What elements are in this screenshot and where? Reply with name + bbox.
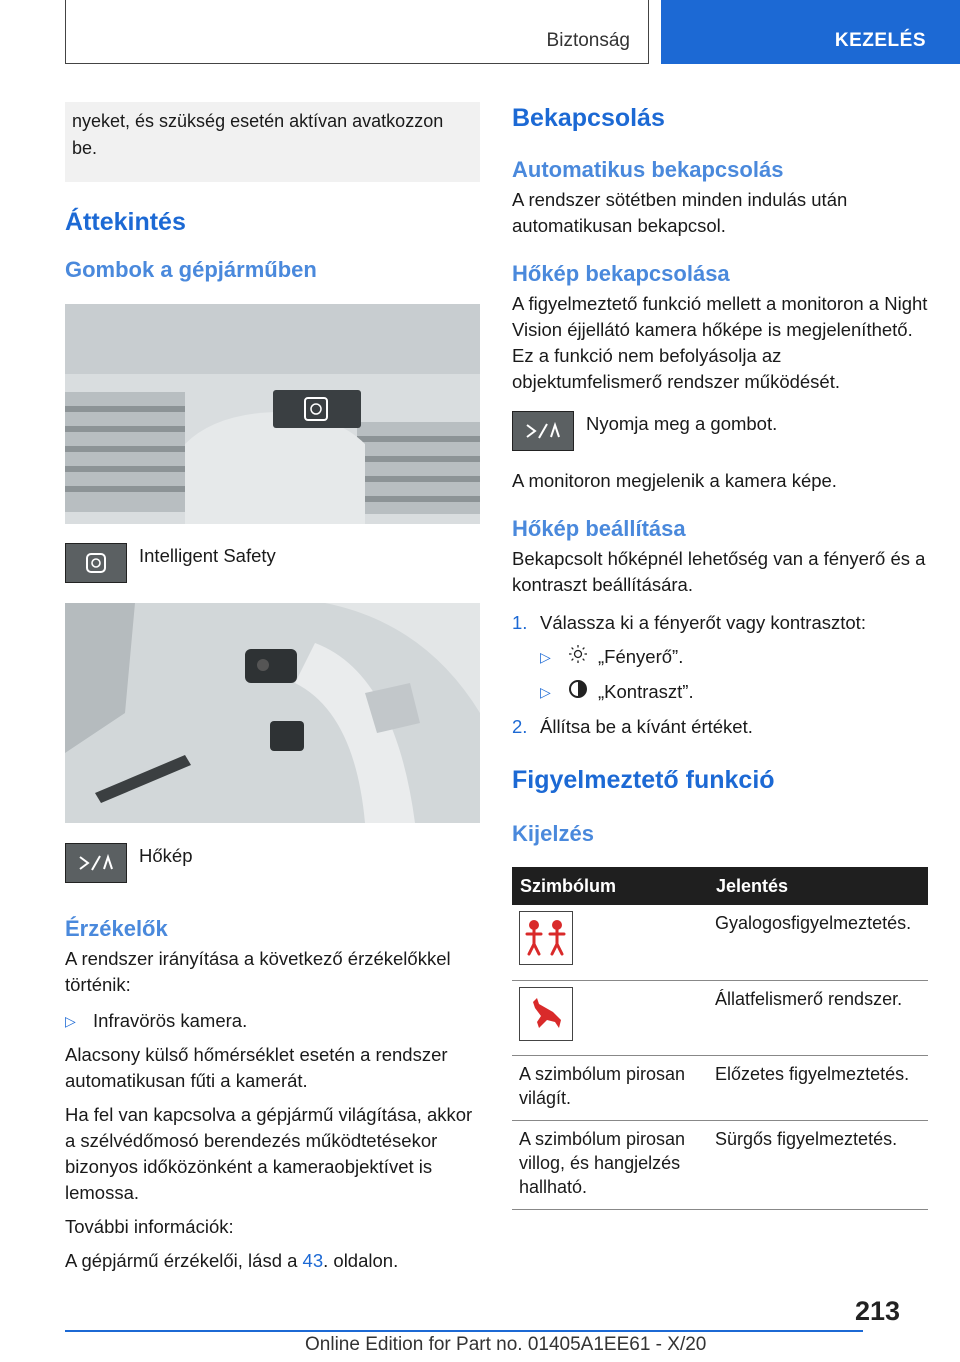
steering-illustration [65, 603, 480, 823]
table-cell-meaning: Gyalogosfigyelmeztetés. [708, 905, 928, 980]
press-button-row [512, 411, 928, 451]
step-2-text: Állítsa be a kívánt értéket. [540, 716, 753, 737]
step-2 [512, 714, 928, 740]
heading-switch-on: Bekapcsolás [512, 104, 665, 132]
heading-thermal-on: Hőkép bekapcsolása [512, 261, 730, 286]
intelligent-safety-button-icon [65, 543, 127, 583]
thermal-settings-text: Bekapcsolt hőképnél lehetőség van a fényerő és a kontraszt beállítására. [512, 548, 926, 595]
table-cell-symbol: A szimbólum pirosan világít. [512, 1055, 708, 1120]
contrast-icon [568, 679, 598, 706]
auto-switch-on-text: A rendszer sötétben minden indulás után automatikusan bekapcsol. [512, 189, 848, 236]
heading-sensors: Érzékelők [65, 916, 168, 941]
table-row [512, 905, 928, 980]
table-row [512, 1120, 928, 1209]
header-chapter-title: KEZELÉS [834, 30, 926, 51]
step-1 [512, 610, 928, 636]
table-cell-meaning: Előzetes figyelmeztetés. [708, 1055, 928, 1120]
heading-buttons: Gombok a gépjárműben [65, 257, 317, 282]
shield-car-icon [85, 552, 107, 574]
more-info-label: További információk: [65, 1216, 234, 1237]
heading-thermal-settings: Hőkép beállítása [512, 516, 686, 541]
heading-overview: Áttekintés [65, 208, 186, 236]
step-2-number: 2. [512, 716, 528, 737]
heading-auto-switch-on: Automatikus bekapcsolás [512, 157, 784, 182]
header-section-box [65, 0, 649, 64]
table-row [512, 1055, 928, 1120]
table-header-row [512, 867, 928, 905]
thermal-image-label: Hőkép [139, 845, 193, 866]
footer-divider [65, 1330, 863, 1332]
step-1-text: Válassza ki a fényerőt vagy kontrasztot: [540, 612, 866, 633]
animal-warning-icon [519, 987, 573, 1041]
right-column [512, 102, 928, 1210]
table-header-symbol: Szimbólum [512, 867, 708, 905]
step-1-number: 1. [512, 612, 528, 633]
monitor-text: A monitoron megjelenik a kamera képe. [512, 470, 837, 491]
bullet-triangle-icon: ▷ [540, 649, 551, 665]
sensors-bullet-text: Infravörös kamera. [93, 1010, 248, 1031]
sensors-text: A rendszer irányítása a következő érzékelőkkel történik: [65, 948, 451, 995]
left-column [65, 102, 480, 1274]
option-contrast [540, 679, 928, 706]
press-button-label: Nyomja meg a gombot. [586, 413, 778, 434]
steering-photo [65, 603, 480, 823]
footer-edition: Online Edition for Part no. 01405A1EE61 - X/20 [305, 1334, 707, 1355]
bullet-triangle-icon: ▷ [65, 1013, 76, 1029]
option-contrast-text: „Kontraszt”. [598, 681, 694, 702]
washer-paragraph: Ha fel van kapcsolva a gépjármű világítása, akkor a szélvédőmosó berendezés működtetésekor bizonyos időközönként a kameraobjektívet is lemossa. [65, 1104, 473, 1203]
reference-paragraph [65, 1248, 480, 1274]
header-section-title: Biztonság [546, 30, 630, 51]
table-cell-meaning: Sürgős figyelmeztetés. [708, 1120, 928, 1209]
thermal-image-row [65, 843, 480, 883]
reference-prefix: A gépjármű érzékelői, lásd a [65, 1250, 303, 1271]
intelligent-safety-row [65, 543, 480, 583]
night-vision-button-icon [512, 411, 574, 451]
night-vision-icon [76, 852, 116, 874]
reference-suffix: . oldalon. [323, 1250, 399, 1271]
sun-icon [568, 644, 598, 671]
heading-warning-function: Figyelmeztető funkció [512, 766, 775, 794]
header-chapter-box [661, 0, 960, 64]
dashboard-illustration [65, 304, 480, 524]
table-row [512, 980, 928, 1055]
night-vision-icon [523, 420, 563, 442]
thermal-on-text: A figyelmeztető funkció mellett a monitoron a Night Vision éjjellátó kamera hőképe is megjeleníthető. Ez a funkció nem befolyásolja az objektumfelismerő rendszer működését. [512, 293, 928, 392]
option-brightness [540, 644, 928, 671]
dashboard-photo [65, 304, 480, 524]
option-brightness-text: „Fényerő”. [598, 646, 684, 667]
table-cell-symbol [512, 980, 708, 1055]
symbol-table [512, 867, 928, 1210]
note-box [65, 102, 480, 182]
thermal-image-button-icon [65, 843, 127, 883]
bullet-triangle-icon: ▷ [540, 684, 551, 700]
page-reference-link[interactable]: 43 [302, 1250, 324, 1271]
sensors-bullet [65, 1008, 480, 1034]
intelligent-safety-label: Intelligent Safety [139, 545, 276, 566]
note-text: nyeket, és szükség esetén aktívan avatkozzon be. [72, 111, 444, 158]
table-cell-symbol [512, 905, 708, 980]
pedestrian-warning-icon [519, 911, 573, 965]
table-header-meaning: Jelentés [708, 867, 928, 905]
table-cell-meaning: Állatfelismerő rendszer. [708, 980, 928, 1055]
heating-paragraph: Alacsony külső hőmérséklet esetén a rendszer automatikusan fűti a kamerát. [65, 1044, 448, 1091]
page-number: 213 [855, 1296, 901, 1326]
table-cell-symbol: A szimbólum pirosan villog, és hangjelzés hallható. [512, 1120, 708, 1209]
heading-display: Kijelzés [512, 821, 594, 846]
